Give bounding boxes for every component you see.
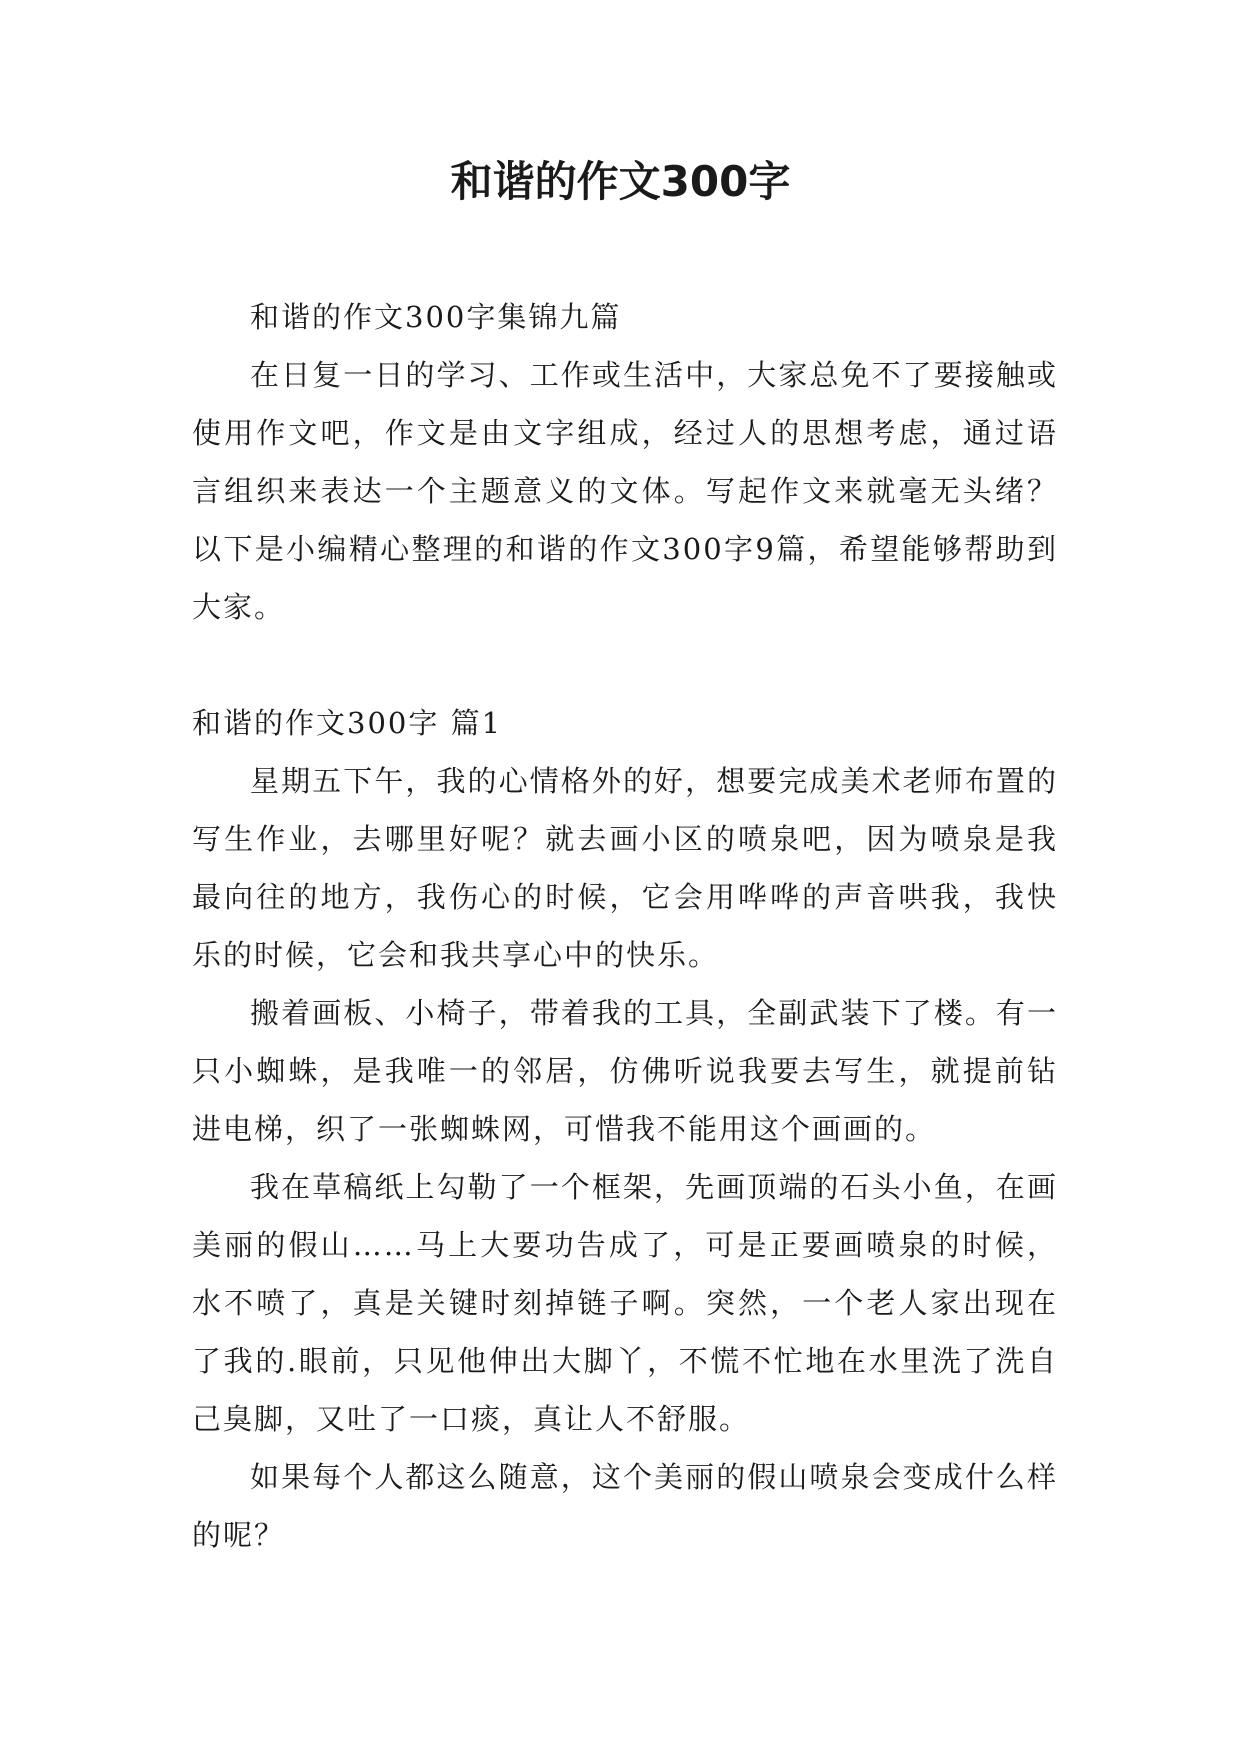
document-subtitle: 和谐的作文300字集锦九篇: [250, 300, 622, 334]
body-paragraph: 我在草稿纸上勾勒了一个框架，先画顶端的石头小鱼，在画美丽的假山……马上大要功告成了，可是正要画喷泉的时候，水不喷了，真是关键时刻掉链子啊。突然，一个老人家出现在了我的.眼前，只见他伸出大脚丫，不慌不忙地在水里洗了洗自己臭脚，又吐了一口痰，真让人不舒服。: [192, 1170, 1058, 1436]
document-title: 和谐的作文300字: [450, 157, 791, 206]
intro-paragraph: 在日复一日的学习、工作或生活中，大家总免不了要接触或使用作文吧，作文是由文字组成，经过人的思想考虑，通过语言组织来表达一个主题意义的文体。写起作文来就毫无头绪？以下是小编精心整理的和谐的作文300字9篇，希望能够帮助到大家。: [192, 358, 1058, 624]
section-heading: 和谐的作文300字 篇1: [192, 706, 503, 740]
body-paragraph: 搬着画板、小椅子，带着我的工具，全副武装下了楼。有一只小蜘蛛，是我唯一的邻居，仿佛听说我要去写生，就提前钻进电梯，织了一张蜘蛛网，可惜我不能用这个画画的。: [192, 996, 1058, 1146]
body-paragraph: 如果每个人都这么随意，这个美丽的假山喷泉会变成什么样的呢？: [192, 1460, 1058, 1552]
document-body: [192, 288, 1058, 1564]
body-paragraph: 星期五下午，我的心情格外的好，想要完成美术老师布置的写生作业，去哪里好呢？就去画小区的喷泉吧，因为喷泉是我最向往的地方，我伤心的时候，它会用哗哗的声音哄我，我快乐的时候，它会和我共享心中的快乐。: [192, 764, 1058, 972]
